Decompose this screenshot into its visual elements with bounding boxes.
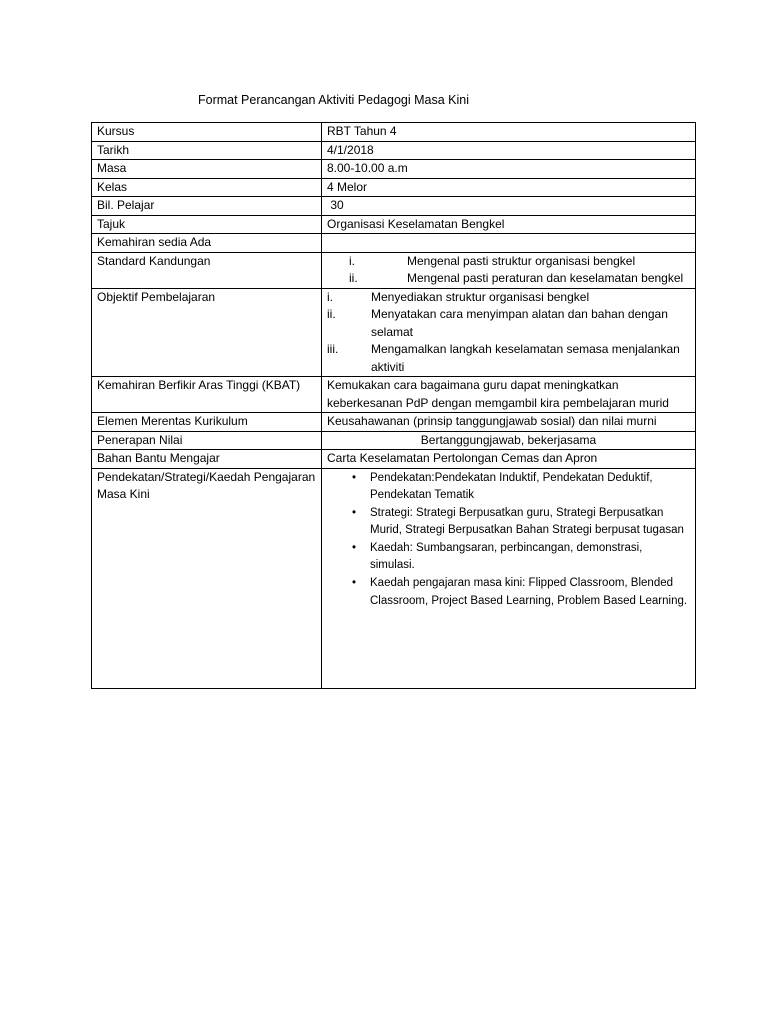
list-number: iii. xyxy=(327,342,339,356)
row-value-bbm: Carta Keselamatan Pertolongan Cemas dan Apron xyxy=(322,450,696,469)
table-row xyxy=(92,197,696,216)
list-text: Pendekatan:Pendekatan Induktif, Pendekatan Deduktif, Pendekatan Tematik xyxy=(370,471,653,502)
row-value-bil-pelajar: 30 xyxy=(322,197,696,216)
table-row xyxy=(92,123,696,142)
list-number: ii. xyxy=(349,271,358,285)
row-label-bil-pelajar: Bil. Pelajar xyxy=(92,197,322,216)
list-text: Mengenal pasti struktur organisasi bengkel xyxy=(407,253,636,268)
list-number: ii. xyxy=(327,307,336,321)
objektif-list xyxy=(327,289,690,377)
standard-kandungan-cell xyxy=(322,252,696,288)
row-value-tarikh: 4/1/2018 xyxy=(322,141,696,160)
list-text: Menyatakan cara menyimpan alatan dan bahan dengan selamat xyxy=(371,307,668,339)
row-value-kbat: Kemukakan cara bagaimana guru dapat meningkatkan keberkesanan PdP dengan memgambil kira pembelajaran murid xyxy=(322,377,696,413)
row-label-tarikh: Tarikh xyxy=(92,141,322,160)
table-row xyxy=(92,288,696,377)
list-number: i. xyxy=(327,289,333,304)
table-row xyxy=(92,377,696,413)
row-value-masa: 8.00-10.00 a.m xyxy=(322,160,696,179)
list-item xyxy=(327,470,690,505)
table-row xyxy=(92,234,696,253)
standard-kandungan-list xyxy=(327,253,690,288)
row-label-tajuk: Tajuk xyxy=(92,215,322,234)
list-number: i. xyxy=(349,253,355,268)
list-item xyxy=(327,289,690,307)
row-label-standard-kandungan: Standard Kandungan xyxy=(92,252,322,288)
bullet-icon: • xyxy=(352,506,357,519)
table-row xyxy=(92,468,696,688)
list-item xyxy=(327,270,690,288)
table-row xyxy=(92,450,696,469)
list-text: Menyediakan struktur organisasi bengkel xyxy=(371,289,590,304)
table-row xyxy=(92,178,696,197)
row-label-nilai: Penerapan Nilai xyxy=(92,431,322,450)
table-row xyxy=(92,413,696,432)
objektif-cell xyxy=(322,288,696,377)
list-item xyxy=(327,505,690,540)
bullet-icon: • xyxy=(352,471,357,484)
row-value-elemen: Keusahawanan (prinsip tanggungjawab sosial) dan nilai murni xyxy=(322,413,696,432)
row-value-tajuk: Organisasi Keselamatan Bengkel xyxy=(322,215,696,234)
table-row xyxy=(92,160,696,179)
row-label-kursus: Kursus xyxy=(92,123,322,142)
row-value-kemahiran-sedia-ada xyxy=(322,234,696,253)
row-label-masa: Masa xyxy=(92,160,322,179)
table-row xyxy=(92,141,696,160)
list-item xyxy=(327,540,690,575)
row-label-kbat: Kemahiran Berfikir Aras Tinggi (KBAT) xyxy=(92,377,322,413)
list-item xyxy=(327,575,690,610)
table-row xyxy=(92,252,696,288)
row-value-nilai: Bertanggungjawab, bekerjasama xyxy=(322,431,696,450)
list-item xyxy=(327,341,690,376)
row-label-objektif: Objektif Pembelajaran xyxy=(92,288,322,377)
list-text: Kaedah pengajaran masa kini: Flipped Classroom, Blended Classroom, Project Based Learning, Problem Based Learning. xyxy=(370,577,688,607)
list-item xyxy=(327,306,690,341)
list-text: Mengamalkan langkah keselamatan semasa menjalankan aktiviti xyxy=(371,342,680,374)
table-row xyxy=(92,215,696,234)
bullet-icon: • xyxy=(352,577,357,590)
row-value-kelas: 4 Melor xyxy=(322,178,696,197)
list-item xyxy=(327,253,690,271)
page-title: Format Perancangan Aktiviti Pedagogi Masa Kini xyxy=(198,93,469,107)
lesson-plan-table xyxy=(91,122,696,689)
row-label-kelas: Kelas xyxy=(92,178,322,197)
bullet-icon: • xyxy=(352,541,357,554)
list-text: Mengenal pasti peraturan dan keselamatan bengkel xyxy=(407,271,684,285)
table-row xyxy=(92,431,696,450)
row-label-elemen: Elemen Merentas Kurikulum xyxy=(92,413,322,432)
list-text: Strategi: Strategi Berpusatkan guru, Strategi Berpusatkan Murid, Strategi Berpusatkan Bahan Strategi berpusat tugasan xyxy=(370,506,684,537)
pendekatan-list xyxy=(327,470,690,611)
pendekatan-cell xyxy=(322,468,696,688)
row-label-pendekatan: Pendekatan/Strategi/Kaedah Pengajaran Masa Kini xyxy=(92,468,322,688)
row-label-bbm: Bahan Bantu Mengajar xyxy=(92,450,322,469)
row-value-kursus: RBT Tahun 4 xyxy=(322,123,696,142)
row-label-kemahiran-sedia-ada: Kemahiran sedia Ada xyxy=(92,234,322,253)
list-text: Kaedah: Sumbangsaran, perbincangan, demonstrasi, simulasi. xyxy=(370,541,643,572)
